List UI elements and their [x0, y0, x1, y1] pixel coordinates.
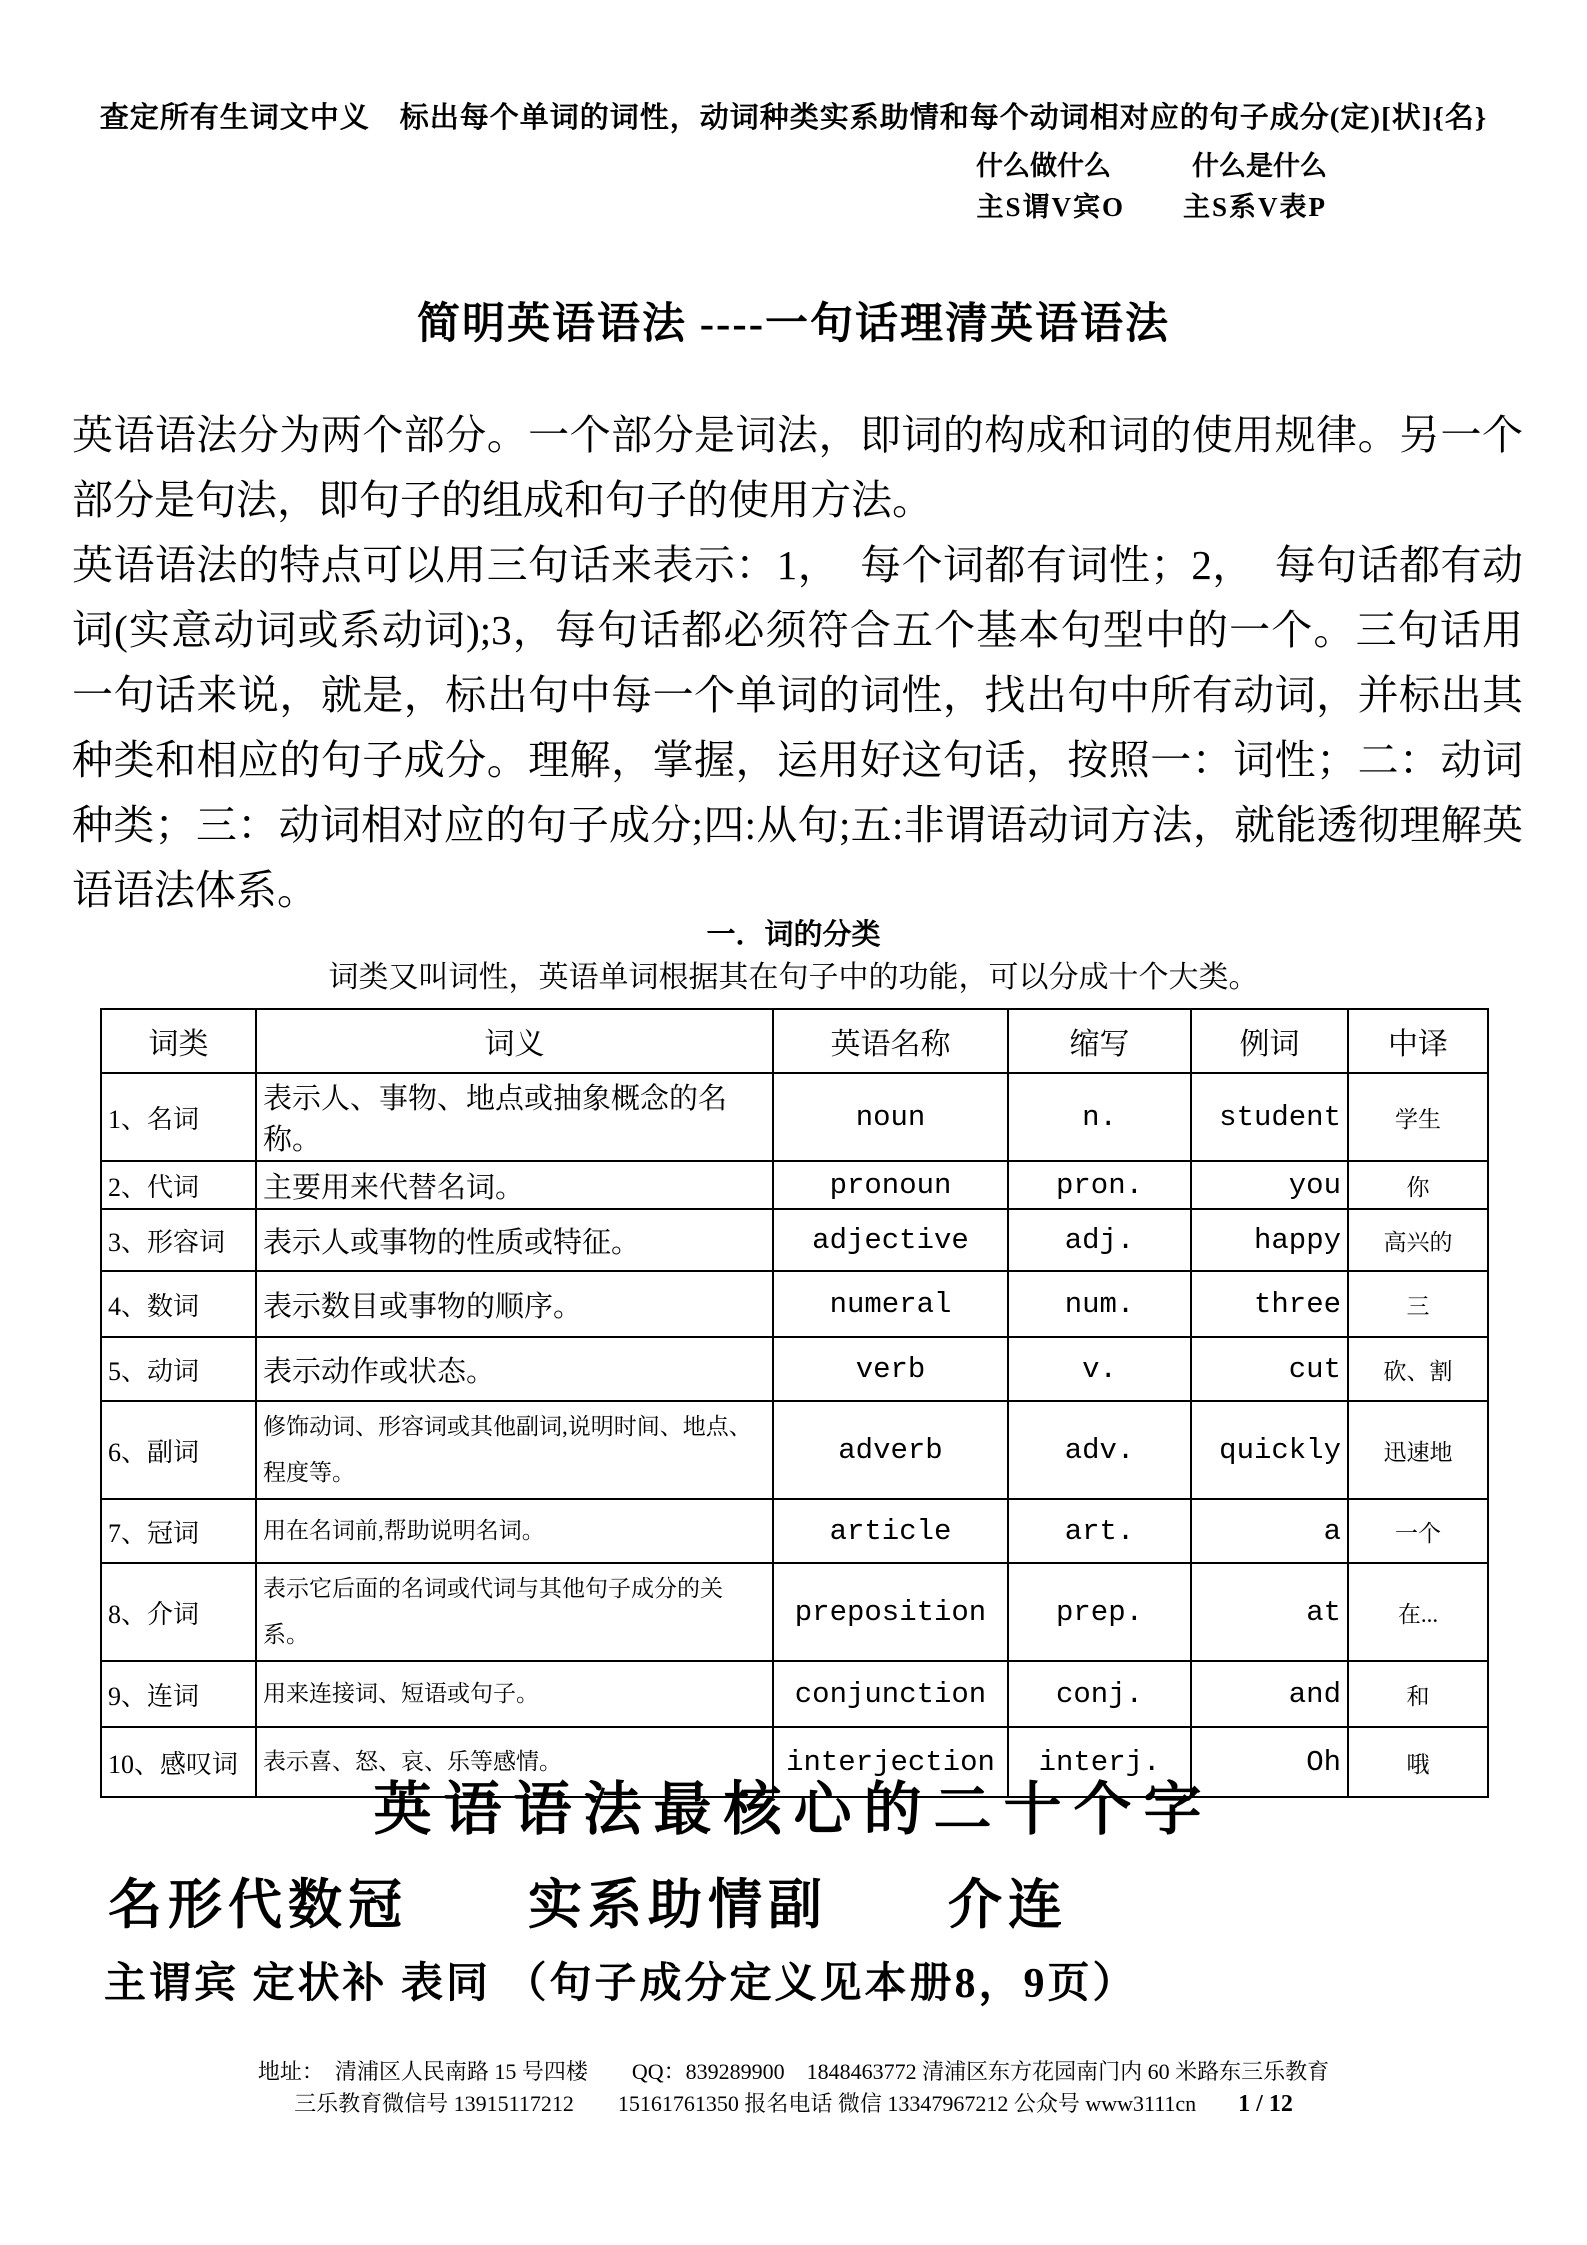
pos-cell-example: student — [1191, 1073, 1348, 1161]
pos-cell-translation: 迅速地 — [1348, 1401, 1488, 1499]
pos-cell-meaning: 表示喜、怒、哀、乐等感情。 — [256, 1727, 773, 1797]
pos-cell-translation: 学生 — [1348, 1073, 1488, 1161]
pos-cell-translation: 高兴的 — [1348, 1209, 1488, 1271]
pos-cell-class: 3、形容词 — [101, 1209, 256, 1271]
pos-cell-meaning: 表示人、事物、地点或抽象概念的名称。 — [256, 1073, 773, 1161]
pos-cell-class: 10、感叹词 — [101, 1727, 256, 1797]
col-header-english-name: 英语名称 — [773, 1009, 1008, 1073]
pos-cell-abbreviation: prep. — [1008, 1563, 1191, 1661]
intro-paragraph-2: 英语语法的特点可以用三句话来表示：1， 每个词都有词性；2， 每句话都有动词(实意动词或系动词);3，每句话都必须符合五个基本句型中的一个。三句话用一句话来说，就是，标出句中每一个单词的词性，找出句中所有动词，并标出其种类和相应的句子成分。理解，掌握，运用好这句话，按照一：词性；二：动词种类；三：动词相对应的句子成分;四:从句;五:非谓语动词方法，就能透彻理解英语语法体系。 — [72, 542, 1523, 913]
pos-cell-meaning: 表示人或事物的性质或特征。 — [256, 1209, 773, 1271]
table-row — [101, 1401, 1488, 1499]
intro-paragraph-1: 英语语法分为两个部分。一个部分是词法，即词的构成和词的使用规律。另一个部分是句法，即句子的组成和句子的使用方法。 — [72, 412, 1523, 523]
pos-cell-english: adjective — [773, 1209, 1008, 1271]
pos-cell-class: 5、动词 — [101, 1337, 256, 1401]
pos-cell-example: three — [1191, 1271, 1348, 1337]
col-header-translation: 中译 — [1348, 1009, 1488, 1073]
table-row — [101, 1563, 1488, 1661]
pos-cell-english: noun — [773, 1073, 1008, 1161]
pos-cell-english: preposition — [773, 1563, 1008, 1661]
pos-cell-translation: 一个 — [1348, 1499, 1488, 1563]
table-body — [101, 1073, 1488, 1797]
pos-cell-example: and — [1191, 1661, 1348, 1727]
pos-cell-english: adverb — [773, 1401, 1008, 1499]
pos-cell-abbreviation: pron. — [1008, 1161, 1191, 1209]
table-row — [101, 1337, 1488, 1401]
pos-cell-example: at — [1191, 1563, 1348, 1661]
col-header-abbreviation: 缩写 — [1008, 1009, 1191, 1073]
pos-cell-class: 4、数词 — [101, 1271, 256, 1337]
page-number: 1 / 12 — [1238, 2091, 1293, 2117]
col-header-meaning: 词义 — [256, 1009, 773, 1073]
pos-cell-example: Oh — [1191, 1727, 1348, 1797]
pos-cell-translation: 三 — [1348, 1271, 1488, 1337]
pos-cell-class: 2、代词 — [101, 1161, 256, 1209]
pos-cell-abbreviation: n. — [1008, 1073, 1191, 1161]
pos-cell-class: 1、名词 — [101, 1073, 256, 1161]
parts-of-speech-table — [100, 1008, 1489, 1798]
core-twenty-chars-line: 名形代数冠 实系助情副 介连 — [108, 1875, 1068, 1935]
pos-cell-example: cut — [1191, 1337, 1348, 1401]
section-subtitle: 词类又叫词性，英语单词根据其在句子中的功能，可以分成十个大类。 — [328, 961, 1259, 994]
table-row — [101, 1271, 1488, 1337]
header-annotation — [70, 95, 1517, 224]
pos-cell-abbreviation: adv. — [1008, 1401, 1191, 1499]
pos-cell-abbreviation: adj. — [1008, 1209, 1191, 1271]
pos-cell-meaning: 主要用来代替名词。 — [256, 1161, 773, 1209]
section-heading: 一．词的分类 — [706, 919, 881, 951]
pos-cell-meaning: 用在名词前,帮助说明名词。 — [256, 1499, 773, 1563]
pos-cell-abbreviation: conj. — [1008, 1661, 1191, 1727]
pos-cell-english: numeral — [773, 1271, 1008, 1337]
table-row — [101, 1499, 1488, 1563]
pos-cell-meaning: 表示动作或状态。 — [256, 1337, 773, 1401]
col-header-example: 例词 — [1191, 1009, 1348, 1073]
pos-cell-class: 8、介词 — [101, 1563, 256, 1661]
pos-cell-class: 9、连词 — [101, 1661, 256, 1727]
footer-contact-text: 三乐教育微信号 13915117212 15161761350 报名电话 微信 13347967212 公众号 www3111cn — [294, 2091, 1197, 2116]
table-row — [101, 1073, 1488, 1161]
pos-cell-example: quickly — [1191, 1401, 1348, 1499]
pos-cell-meaning: 用来连接词、短语或句子。 — [256, 1661, 773, 1727]
page-footer — [0, 2056, 1587, 2120]
pos-cell-abbreviation: art. — [1008, 1499, 1191, 1563]
header-annotation-line3: 主S谓V宾O 主S系V表P — [976, 192, 1327, 222]
pos-cell-meaning: 表示它后面的名词或代词与其他句子成分的关系。 — [256, 1563, 773, 1661]
pos-cell-abbreviation: interj. — [1008, 1727, 1191, 1797]
pos-cell-translation: 和 — [1348, 1661, 1488, 1727]
table-header-row — [101, 1009, 1488, 1073]
table-row — [101, 1209, 1488, 1271]
table-row — [101, 1161, 1488, 1209]
col-header-word-class: 词类 — [101, 1009, 256, 1073]
pos-cell-abbreviation: num. — [1008, 1271, 1191, 1337]
pos-cell-english: pronoun — [773, 1161, 1008, 1209]
header-annotation-line1: 查定所有生词文中义 标出每个单词的词性，动词种类实系助情和每个动词相对应的句子成分(定)[状]{名} — [99, 102, 1488, 134]
header-annotation-line2: 什么做什么 什么是什么 — [976, 151, 1327, 181]
pos-cell-translation: 你 — [1348, 1161, 1488, 1209]
page-title: 简明英语语法 ----一句话理清英语语法 — [416, 301, 1171, 348]
pos-cell-class: 7、冠词 — [101, 1499, 256, 1563]
pos-cell-meaning: 表示数目或事物的顺序。 — [256, 1271, 773, 1337]
pos-cell-translation: 哦 — [1348, 1727, 1488, 1797]
core-heading: 英语语法最核心的二十个字 — [373, 1777, 1214, 1842]
pos-cell-class: 6、副词 — [101, 1401, 256, 1499]
pos-cell-english: article — [773, 1499, 1008, 1563]
footer-contact-line — [0, 2088, 1587, 2120]
pos-cell-abbreviation: v. — [1008, 1337, 1191, 1401]
table-row — [101, 1661, 1488, 1727]
pos-cell-meaning: 修饰动词、形容词或其他副词,说明时间、地点、程度等。 — [256, 1401, 773, 1499]
pos-cell-translation: 在... — [1348, 1563, 1488, 1661]
pos-cell-english: verb — [773, 1337, 1008, 1401]
pos-cell-example: you — [1191, 1161, 1348, 1209]
pos-cell-english: interjection — [773, 1727, 1008, 1797]
pos-cell-example: happy — [1191, 1209, 1348, 1271]
intro-text — [72, 403, 1523, 923]
pos-cell-example: a — [1191, 1499, 1348, 1563]
pos-cell-translation: 砍、割 — [1348, 1337, 1488, 1401]
footer-address-line: 地址： 清浦区人民南路 15 号四楼 QQ：839289900 1848463772 清浦区东方花园南门内 60 米路东三乐教育 — [257, 2059, 1330, 2084]
pos-cell-english: conjunction — [773, 1661, 1008, 1727]
sentence-components-line: 主谓宾 定状补 表同 （句子成分定义见本册8，9页） — [104, 1961, 1138, 2007]
